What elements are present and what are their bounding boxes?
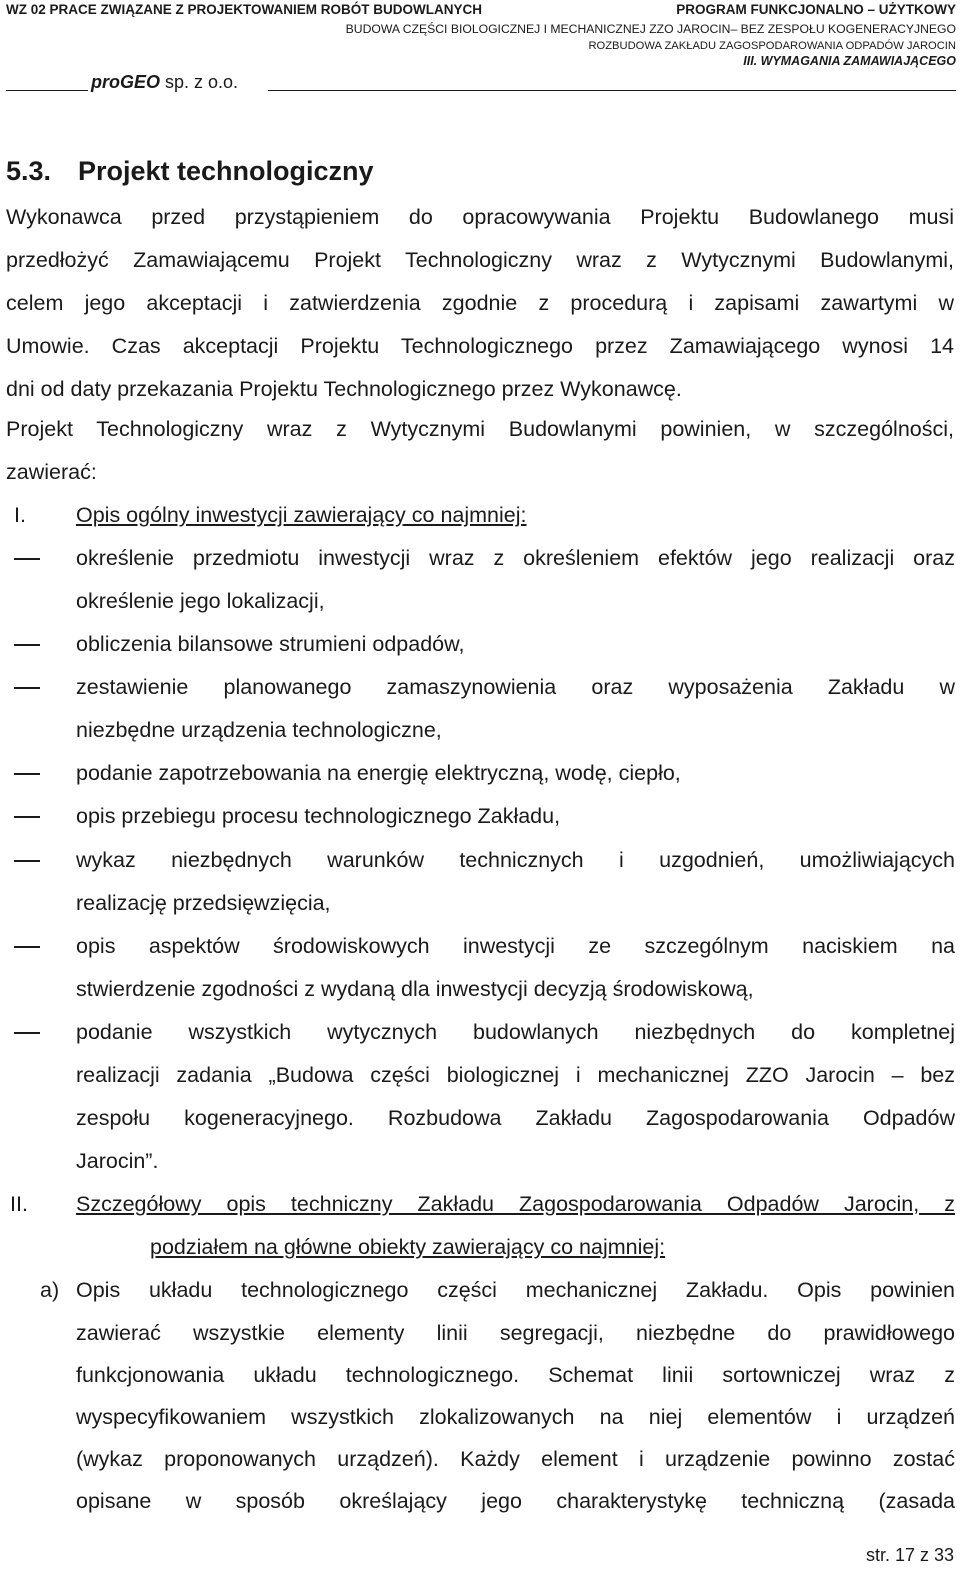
list-item-line: określenie przedmiotu inwestycji wraz z określeniem efektów jego realizacji oraz bbox=[76, 546, 955, 570]
header-project-subtitle: ROZBUDOWA ZAKŁADU ZAGOSPODAROWANIA ODPADÓW JAROCIN bbox=[588, 40, 956, 52]
section-title: Projekt technologiczny bbox=[78, 156, 374, 186]
company-name bbox=[91, 72, 238, 93]
header-rule-right bbox=[268, 90, 956, 91]
paragraph-line: przedłożyć Zamawiającemu Projekt Technologiczny wraz z Wytycznymi Budowlanymi, bbox=[6, 248, 954, 272]
item-a-line: opisane w sposób określający jego charakterystykę techniczną (zasada bbox=[76, 1489, 955, 1513]
list-bullet-dash bbox=[14, 773, 40, 775]
header-right-title: PROGRAM FUNKCJONALNO – UŻYTKOWY bbox=[676, 2, 956, 17]
header-project-title: BUDOWA CZĘŚCI BIOLOGICZNEJ I MECHANICZNEJ ZZO JAROCIN– BEZ ZESPOŁU KOGENERACYJNEGO bbox=[345, 22, 956, 36]
list-item-line: podanie wszystkich wytycznych budowlanych niezbędnych do kompletnej bbox=[76, 1020, 955, 1044]
paragraph-line: Projekt Technologiczny wraz z Wytycznymi Budowlanymi powinien, w szczególności, bbox=[6, 417, 954, 441]
list-item-line: realizację przedsięwzięcia, bbox=[76, 891, 331, 915]
item-a-line: wyspecyfikowaniem wszystkich zlokalizowanych na niej elementów i urządzeń bbox=[76, 1405, 955, 1429]
part-two-heading: Szczegółowy opis techniczny Zakładu Zagospodarowania Odpadów Jarocin, z bbox=[76, 1192, 955, 1216]
list-item-line: Jarocin”. bbox=[76, 1149, 159, 1173]
list-item-line: stwierdzenie zgodności z wydaną dla inwestycji decyzją środowiskową, bbox=[76, 977, 754, 1001]
list-item-line: obliczenia bilansowe strumieni odpadów, bbox=[76, 632, 465, 656]
header-part-title: III. WYMAGANIA ZAMAWIAJĄCEGO bbox=[743, 54, 956, 68]
list-bullet-dash bbox=[14, 644, 40, 646]
item-a-line: (wykaz proponowanych urządzeń). Każdy element i urządzenie powinno zostać bbox=[76, 1447, 955, 1471]
list-bullet-dash bbox=[14, 1032, 40, 1034]
list-item-line: niezbędne urządzenia technologiczne, bbox=[76, 718, 442, 742]
company-suffix: sp. z o.o. bbox=[160, 72, 239, 92]
part-two-numeral: II. bbox=[10, 1192, 28, 1216]
item-a-line: zawierać wszystkie elementy linii segregacji, niezbędne do prawidłowego bbox=[76, 1321, 955, 1345]
list-item-line: opis aspektów środowiskowych inwestycji ze szczególnym naciskiem na bbox=[76, 934, 955, 958]
list-bullet-dash bbox=[14, 946, 40, 948]
list-bullet-dash bbox=[14, 860, 40, 862]
section-heading bbox=[6, 156, 374, 187]
list-bullet-dash bbox=[14, 558, 40, 560]
page-number: str. 17 z 33 bbox=[865, 1545, 954, 1565]
header-line-1 bbox=[6, 2, 956, 17]
item-a-marker: a) bbox=[40, 1278, 60, 1302]
list-bullet-dash bbox=[14, 816, 40, 818]
company-logo: proGEO bbox=[91, 72, 161, 92]
part-one-numeral: I. bbox=[14, 503, 26, 527]
list-item-line: zespołu kogeneracyjnego. Rozbudowa Zakładu Zagospodarowania Odpadów bbox=[76, 1106, 955, 1130]
list-item-line: podanie zapotrzebowania na energię elektryczną, wodę, ciepło, bbox=[76, 761, 681, 785]
paragraph-line: Umowie. Czas akceptacji Projektu Technologicznego przez Zamawiającego wynosi 14 bbox=[6, 334, 954, 358]
company-line bbox=[6, 72, 956, 94]
part-two-heading-cont: podziałem na główne obiekty zawierający co najmniej: bbox=[150, 1235, 666, 1259]
section-number: 5.3. bbox=[6, 156, 52, 186]
paragraph-line: dni od daty przekazania Projektu Technologicznego przez Wykonawcę. bbox=[6, 377, 682, 401]
item-a-line: Opis układu technologicznego części mechanicznej Zakładu. Opis powinien bbox=[76, 1278, 955, 1302]
list-item-line: określenie jego lokalizacji, bbox=[76, 589, 325, 613]
list-item-line: wykaz niezbędnych warunków technicznych i uzgodnień, umożliwiających bbox=[76, 848, 955, 872]
list-item-line: opis przebiegu procesu technologicznego Zakładu, bbox=[76, 804, 561, 828]
part-one-heading: Opis ogólny inwestycji zawierający co najmniej: bbox=[76, 503, 527, 527]
paragraph-line: celem jego akceptacji i zatwierdzenia zgodnie z procedurą i zapisami zawartymi w bbox=[6, 291, 954, 315]
paragraph-line: Wykonawca przed przystąpieniem do opracowywania Projektu Budowlanego musi bbox=[6, 205, 954, 229]
list-item-line: realizacji zadania „Budowa części biologicznej i mechanicznej ZZO Jarocin – bez bbox=[76, 1063, 955, 1087]
paragraph-line: zawierać: bbox=[6, 460, 97, 484]
header-left-title: WZ 02 PRACE ZWIĄZANE Z PROJEKTOWANIEM ROBÓT BUDOWLANYCH bbox=[6, 2, 483, 17]
list-bullet-dash bbox=[14, 687, 40, 689]
list-item-line: zestawienie planowanego zamaszynowienia oraz wyposażenia Zakładu w bbox=[76, 675, 955, 699]
header-rule-left bbox=[6, 90, 88, 91]
item-a-line: funkcjonowania układu technologicznego. Schemat linii sortowniczej wraz z bbox=[76, 1363, 955, 1387]
